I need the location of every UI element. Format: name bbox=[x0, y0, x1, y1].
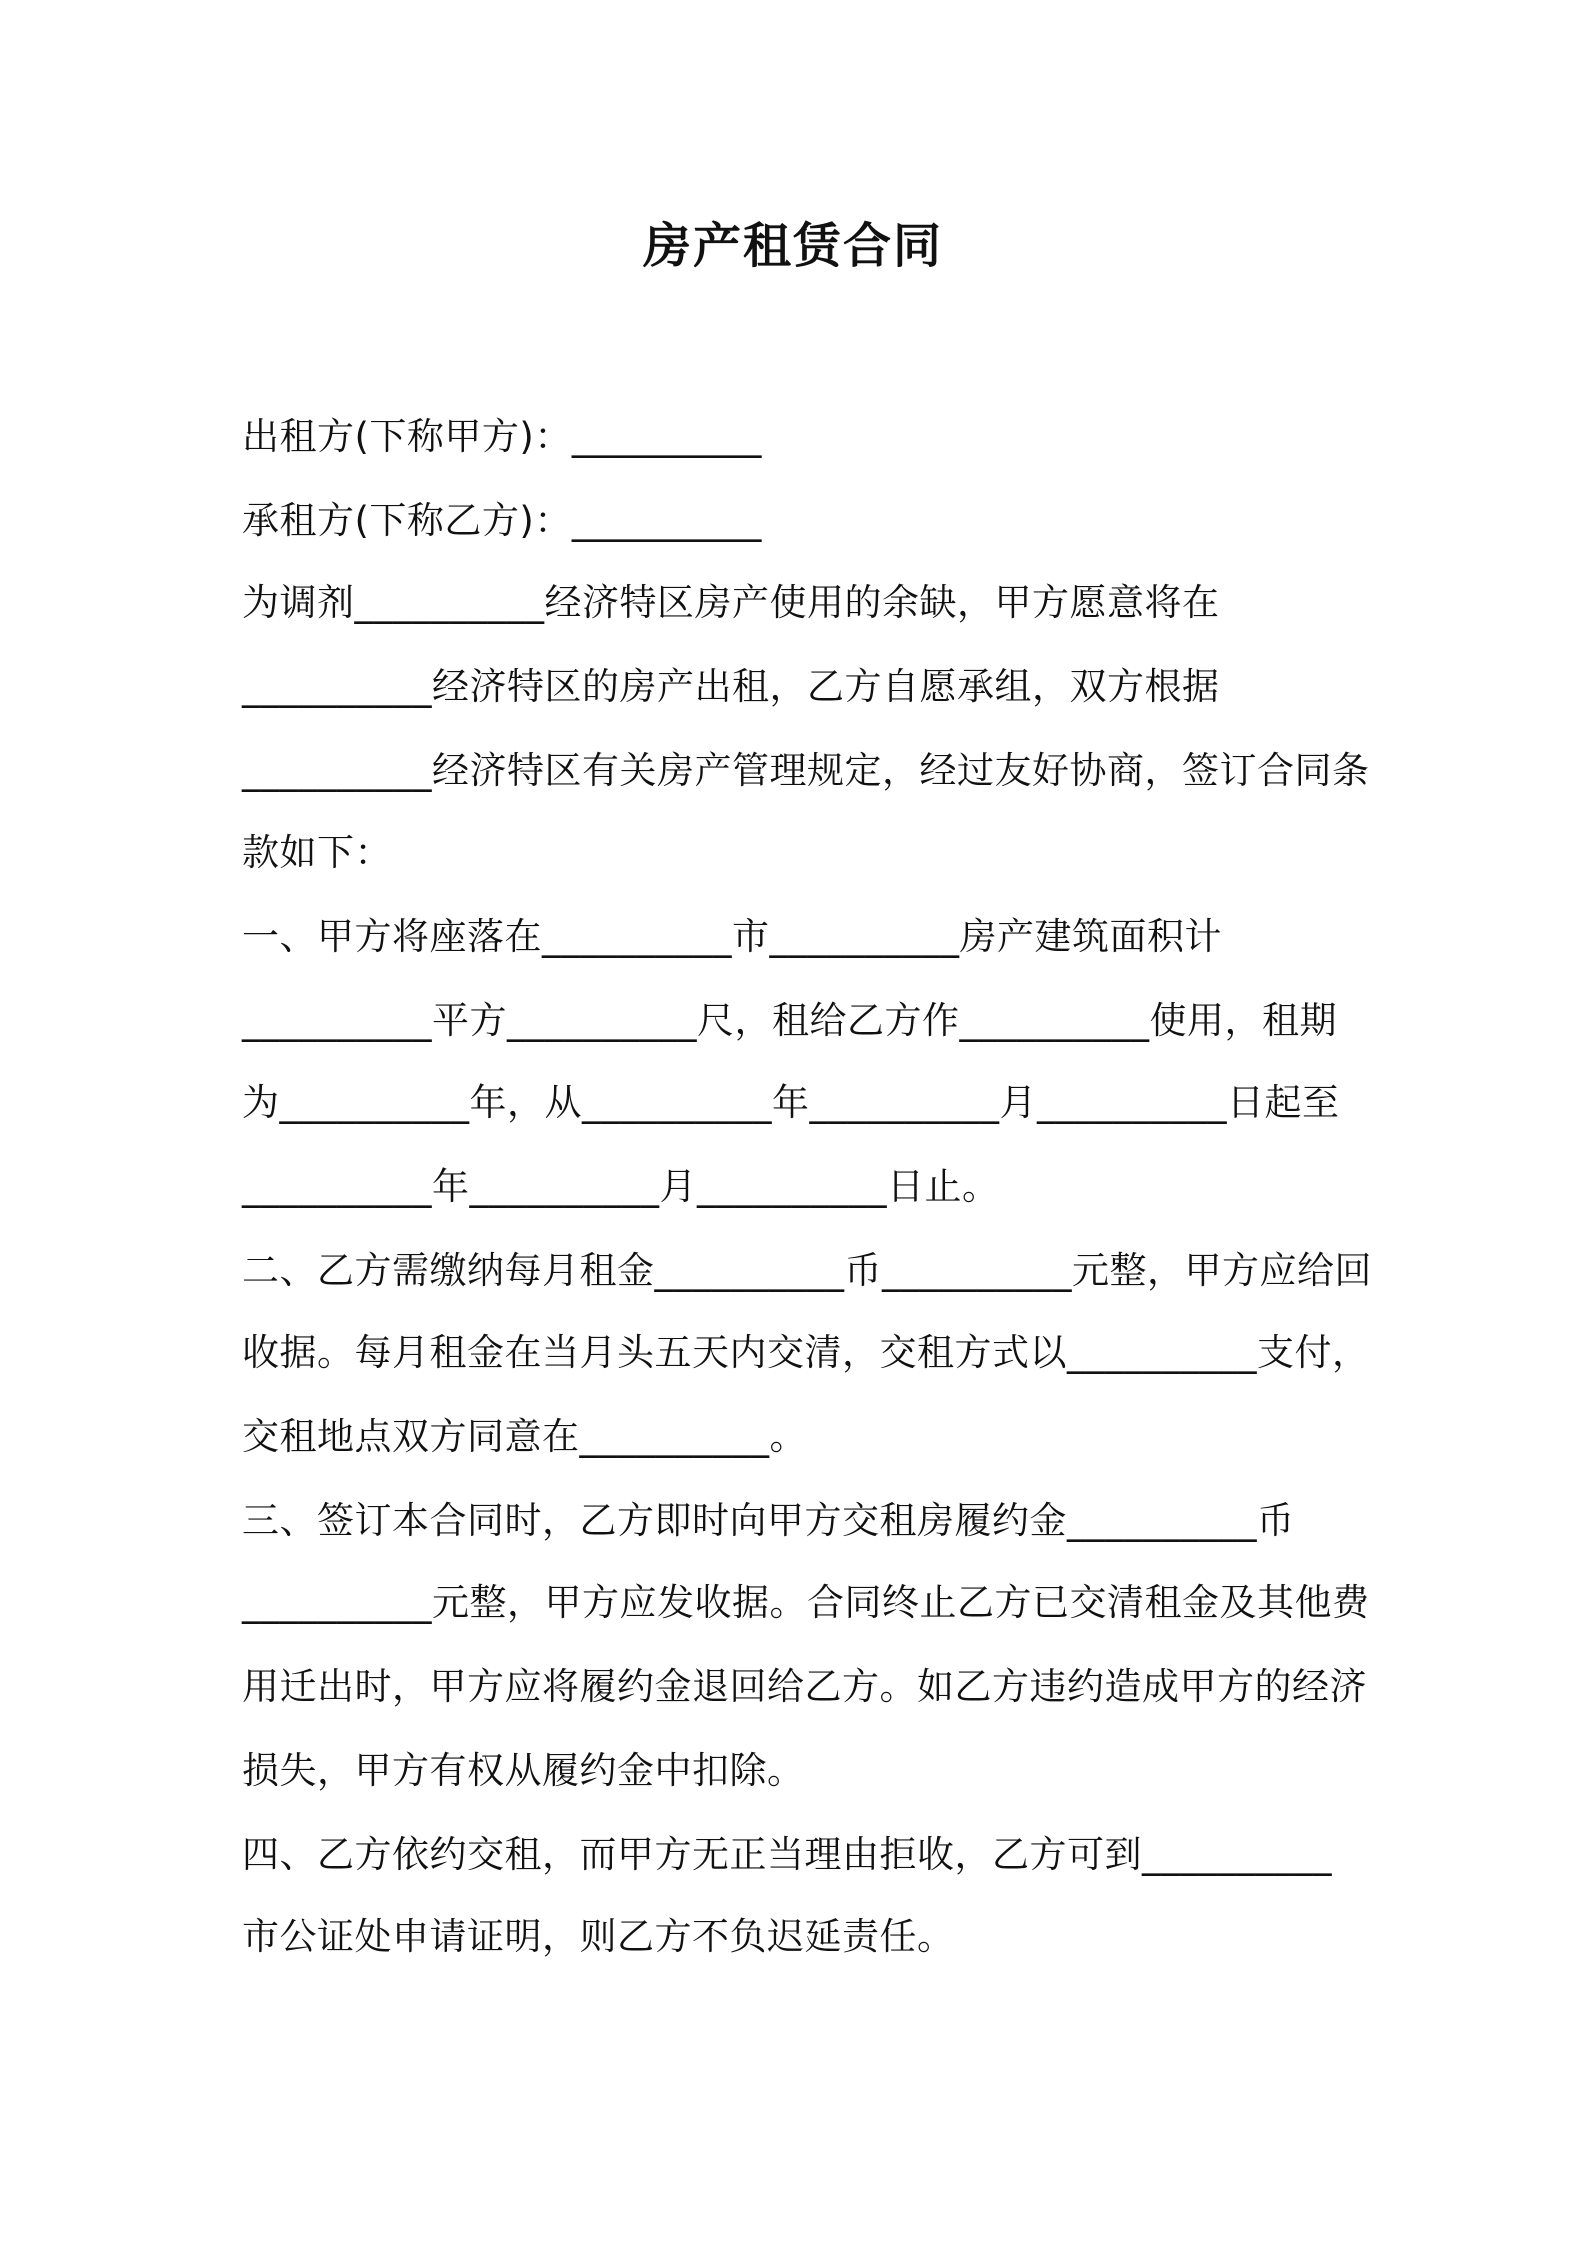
clause-1-line-2: __________平方__________尺，租给乙方作__________使用，租期 bbox=[242, 999, 1337, 1042]
clause-3-line-3: 用迁出时，甲方应将履约金退回给乙方。如乙方违约造成甲方的经济 bbox=[242, 1665, 1367, 1708]
document-title: 房产租赁合同 bbox=[642, 218, 943, 274]
preamble-line-1: 为调剂__________经济特区房产使用的余缺，甲方愿意将在 bbox=[242, 581, 1220, 624]
clause-1-line-3: 为__________年，从__________年__________月__________日起至 bbox=[242, 1081, 1340, 1124]
clause-line-lessee: 承租方(下称乙方)：__________ bbox=[242, 499, 762, 542]
clause-line-lessor: 出租方(下称甲方)：__________ bbox=[242, 415, 762, 458]
clause-4-line-1: 四、乙方依约交租，而甲方无正当理由拒收，乙方可到__________ bbox=[242, 1833, 1332, 1876]
clause-3-line-1: 三、签订本合同时，乙方即时向甲方交租房履约金__________币 bbox=[242, 1499, 1295, 1542]
clause-2-line-3: 交租地点双方同意在__________。 bbox=[242, 1415, 807, 1458]
clause-2-line-1: 二、乙方需缴纳每月租金__________币__________元整，甲方应给回 bbox=[242, 1249, 1372, 1292]
clause-4-line-2: 市公证处申请证明，则乙方不负迟延责任。 bbox=[242, 1915, 955, 1958]
clause-1-line-4: __________年__________月__________日止。 bbox=[242, 1165, 1000, 1208]
clause-1-line-1: 一、甲方将座落在__________市__________房产建筑面积计 bbox=[242, 915, 1222, 958]
preamble-line-4: 款如下： bbox=[242, 831, 392, 874]
preamble-line-3: __________经济特区有关房产管理规定，经过友好协商，签订合同条 bbox=[242, 749, 1370, 792]
preamble-line-2: __________经济特区的房产出租，乙方自愿承组，双方根据 bbox=[242, 665, 1220, 708]
clause-3-line-4: 损失，甲方有权从履约金中扣除。 bbox=[242, 1749, 805, 1792]
clause-2-line-2: 收据。每月租金在当月头五天内交清，交租方式以__________支付， bbox=[242, 1331, 1370, 1374]
clause-3-line-2: __________元整，甲方应发收据。合同终止乙方已交清租金及其他费 bbox=[242, 1581, 1370, 1624]
